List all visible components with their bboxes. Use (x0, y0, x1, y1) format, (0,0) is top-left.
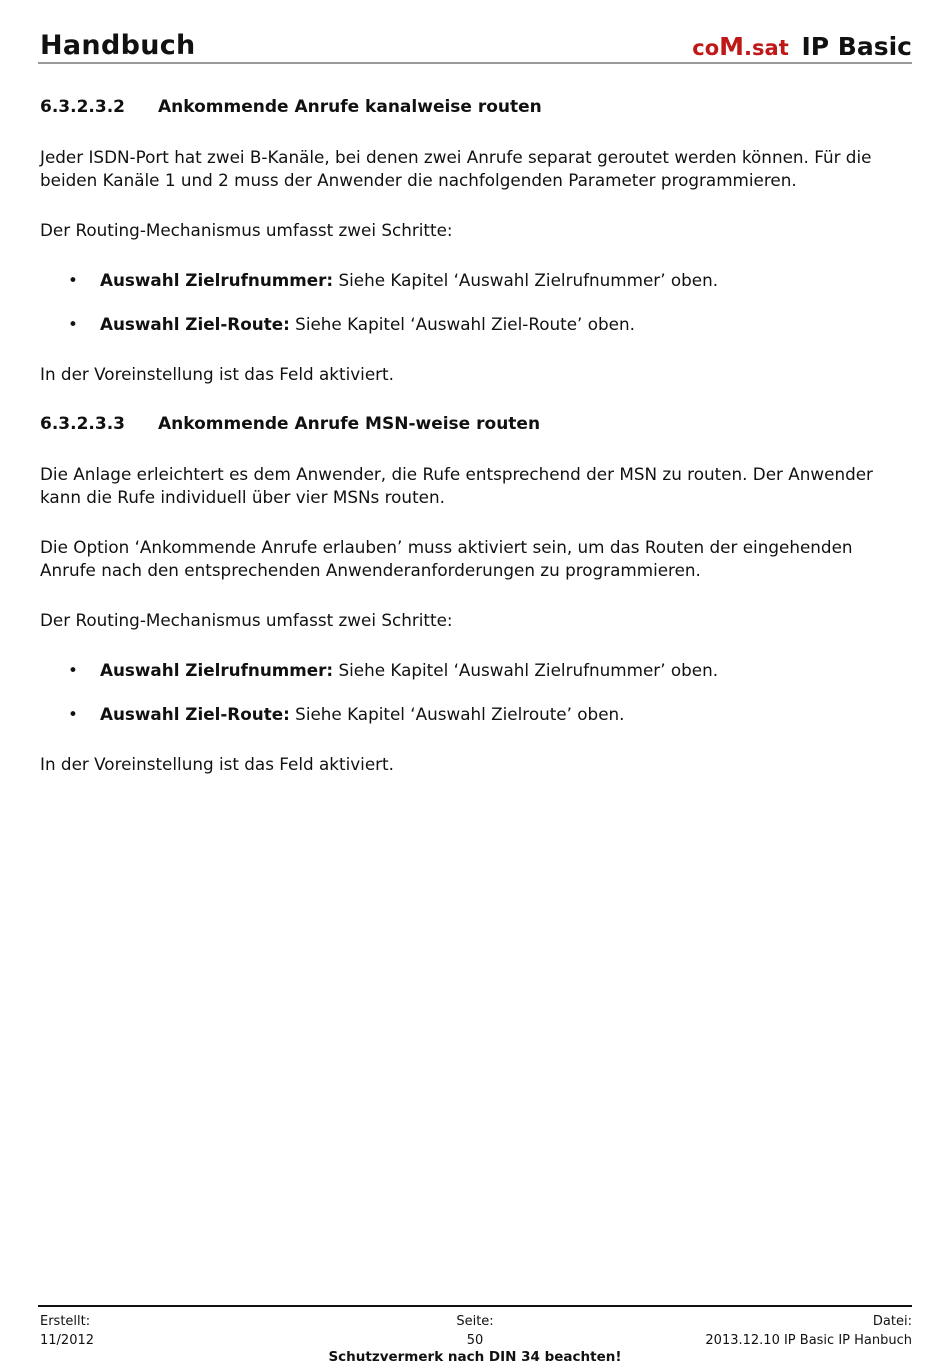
created-label: Erstellt: (40, 1314, 91, 1329)
page-label: Seite: (456, 1314, 494, 1329)
item-text: Siehe Kapitel ‘Auswahl Zielrufnummer’ oben. (333, 270, 719, 290)
copyright-notice: Schutzvermerk nach DIN 34 beachten! (328, 1349, 622, 1362)
section-heading (40, 413, 910, 436)
item-text: Siehe Kapitel ‘Auswahl Zielroute’ oben. (289, 704, 625, 724)
item-label: Auswahl Zielrufnummer: (100, 660, 334, 680)
section-number: 6.3.2.3.2 (40, 97, 125, 117)
section-title: Ankommende Anrufe MSN-weise routen (158, 414, 541, 434)
bullet-list (40, 659, 910, 726)
list-item (40, 703, 910, 726)
bullet-icon: • (68, 704, 78, 724)
document-body (40, 96, 910, 803)
item-text: Siehe Kapitel ‘Auswahl Ziel-Route’ oben. (289, 314, 635, 334)
paragraph: In der Voreinstellung ist das Feld aktiviert. (40, 754, 394, 774)
footer-file (705, 1312, 912, 1350)
page-number: 50 (466, 1333, 484, 1348)
paragraph: Der Routing-Mechanismus umfasst zwei Schritte: (40, 220, 453, 240)
bullet-icon: • (68, 270, 78, 290)
item-label: Auswahl Ziel-Route: (100, 704, 290, 724)
paragraph: Der Routing-Mechanismus umfasst zwei Schritte: (40, 610, 453, 630)
created-value: 11/2012 (40, 1333, 95, 1348)
brand-dot: . (744, 36, 753, 60)
page-footer (38, 1305, 912, 1362)
item-text: Siehe Kapitel ‘Auswahl Zielrufnummer’ oben. (333, 660, 719, 680)
brand-sat: sat (752, 36, 789, 60)
brand-product: IP Basic (801, 32, 912, 61)
paragraph: Jeder ISDN-Port hat zwei B-Kanäle, bei denen zwei Anrufe separat geroutet werden können. Für die beiden Kanäle 1 und 2 muss der Anwender die nachfolgenden Parameter programmieren. (40, 147, 872, 190)
list-item (40, 313, 910, 336)
section-number: 6.3.2.3.3 (40, 414, 125, 434)
paragraph: Die Option ‘Ankommende Anrufe erlauben’ muss aktiviert sein, um das Routen der eingehenden Anrufe nach den entsprechenden Anwenderanforderungen zu programmieren. (40, 537, 853, 580)
bullet-list (40, 269, 910, 336)
brand-logo (692, 32, 912, 61)
page-header (38, 28, 912, 64)
list-item (40, 659, 910, 682)
bullet-icon: • (68, 314, 78, 334)
paragraph: In der Voreinstellung ist das Feld aktiviert. (40, 364, 394, 384)
paragraph: Die Anlage erleichtert es dem Anwender, die Rufe entsprechend der MSN zu routen. Der Anwender kann die Rufe individuell über vier MSNs routen. (40, 464, 873, 507)
file-label: Datei: (872, 1314, 912, 1329)
bullet-icon: • (68, 660, 78, 680)
item-label: Auswahl Ziel-Route: (100, 314, 290, 334)
section-title: Ankommende Anrufe kanalweise routen (158, 97, 542, 117)
section-heading (40, 96, 910, 119)
brand-m: M (719, 32, 745, 61)
item-label: Auswahl Zielrufnummer: (100, 270, 334, 290)
file-value: 2013.12.10 IP Basic IP Hanbuch (705, 1333, 912, 1348)
header-title: Handbuch (40, 30, 196, 61)
brand-co: co (692, 36, 720, 60)
list-item (40, 269, 910, 292)
